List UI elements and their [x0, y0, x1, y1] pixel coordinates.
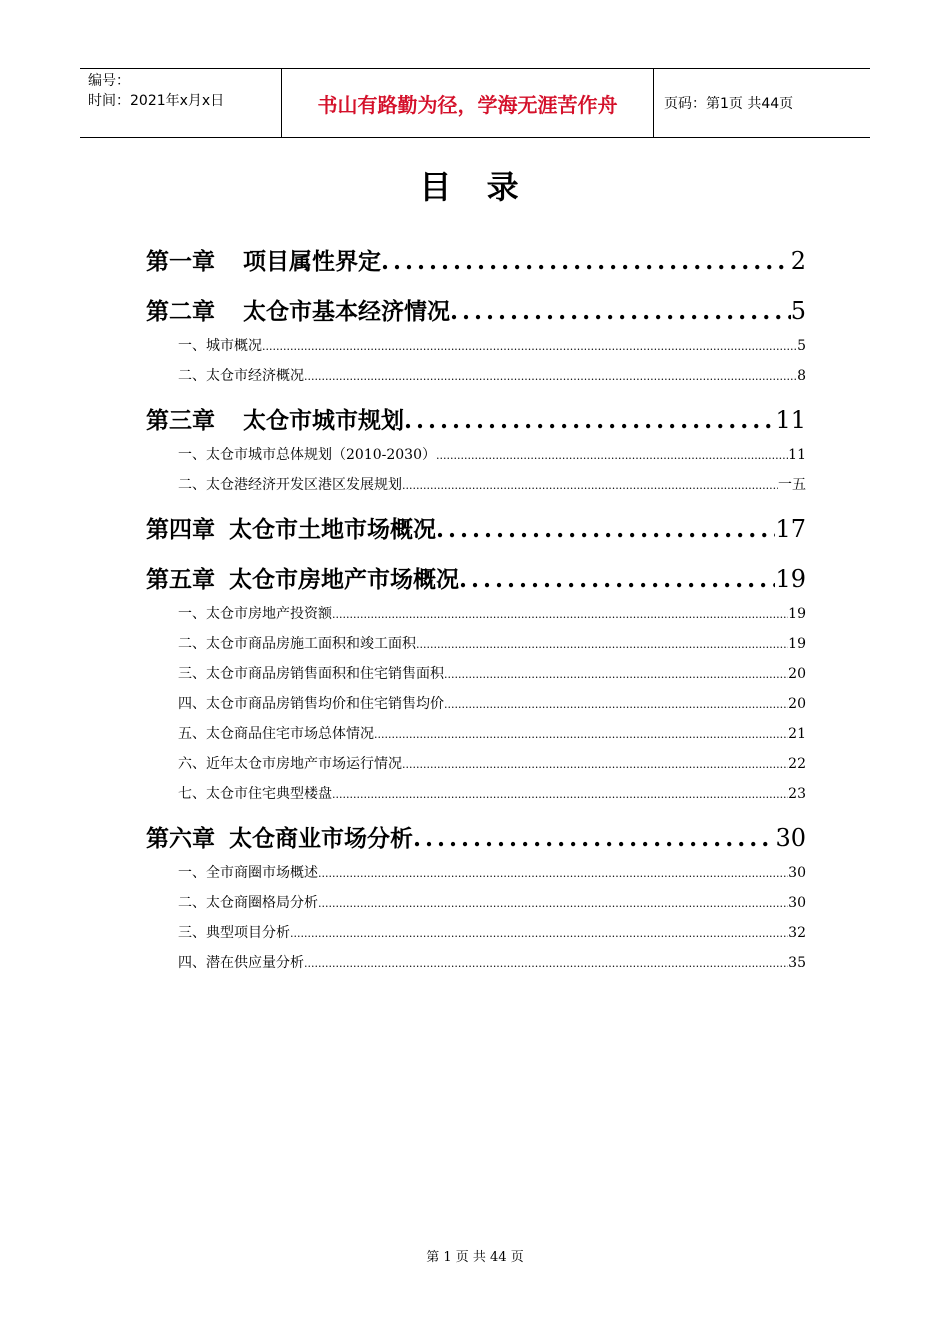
section-title: 二、太仓市商品房施工面积和竣工面积 [178, 636, 416, 652]
page-number: 8 [797, 368, 806, 384]
section-title: 三、典型项目分析 [178, 925, 290, 941]
page-number: 19 [788, 606, 806, 622]
chapter-title: 项目属性界定 [243, 248, 381, 275]
toc-section[interactable] [146, 474, 806, 494]
dot-leader [416, 638, 788, 651]
toc-section[interactable] [146, 633, 806, 653]
section-title: 二、太仓商圈格局分析 [178, 895, 318, 911]
page-number: 19 [788, 636, 806, 652]
dot-leader [332, 788, 788, 801]
toc-chapter-5[interactable] [146, 561, 806, 591]
toc-section[interactable] [146, 335, 806, 355]
section-title: 一、全市商圈市场概述 [178, 865, 318, 881]
chapter-title: 太仓商业市场分析 [229, 825, 413, 852]
toc-chapter-6[interactable] [146, 820, 806, 850]
document-header [80, 68, 870, 138]
section-title: 二、太仓港经济开发区港区发展规划 [178, 477, 402, 493]
toc-section[interactable] [146, 892, 806, 912]
page-number: 30 [788, 895, 806, 911]
chapter-title: 太仓市城市规划 [243, 407, 404, 434]
chapter-title: 太仓市土地市场概况 [229, 516, 436, 543]
toc-chapter-4[interactable] [146, 511, 806, 541]
page-number: 30 [775, 824, 806, 852]
page-number: 30 [788, 865, 806, 881]
dot-leader [402, 479, 778, 492]
page-number: 22 [788, 756, 806, 772]
chapter-title: 太仓市房地产市场概况 [229, 566, 459, 593]
page-number: 20 [788, 666, 806, 682]
section-title: 一、太仓市城市总体规划（2010-2030） [178, 447, 436, 463]
dot-leader [450, 298, 791, 325]
toc-chapter-2[interactable] [146, 293, 806, 323]
dot-leader [381, 248, 791, 275]
dot-leader [459, 566, 775, 593]
toc-section[interactable] [146, 365, 806, 385]
dot-leader [304, 370, 797, 383]
header-page-info: 页码：第1页 共44页 [664, 96, 794, 112]
section-title: 六、近年太仓市房地产市场运行情况 [178, 756, 402, 772]
section-title: 四、太仓市商品房销售均价和住宅销售均价 [178, 696, 444, 712]
toc-section[interactable] [146, 693, 806, 713]
toc-section[interactable] [146, 663, 806, 683]
chapter-number: 第二章 [146, 298, 215, 325]
toc-section[interactable] [146, 723, 806, 743]
dot-leader [318, 897, 788, 910]
dot-leader [290, 927, 788, 940]
dot-leader [374, 728, 788, 741]
dot-leader [413, 825, 775, 852]
page-number: 17 [775, 515, 806, 543]
dot-leader [444, 668, 788, 681]
chapter-number: 第六章 [146, 825, 215, 852]
chapter-number: 第五章 [146, 566, 215, 593]
section-title: 二、太仓市经济概况 [178, 368, 304, 384]
header-meta [80, 69, 281, 137]
page-number: 2 [790, 247, 806, 275]
section-title: 一、太仓市房地产投资额 [178, 606, 332, 622]
dot-leader [304, 957, 788, 970]
page-number: 23 [788, 786, 806, 802]
page-number: 5 [790, 297, 806, 325]
dot-leader [332, 608, 788, 621]
dot-leader [436, 449, 788, 462]
toc-section[interactable] [146, 603, 806, 623]
toc-chapter-3[interactable] [146, 402, 806, 432]
toc-title: 目 录 [419, 168, 531, 206]
chapter-number: 第三章 [146, 407, 215, 434]
toc-section[interactable] [146, 922, 806, 942]
header-motto: 书山有路勤为径，学海无涯苦作舟 [281, 69, 654, 137]
toc-chapter-1[interactable] [146, 243, 806, 273]
dot-leader [436, 516, 775, 543]
section-title: 一、城市概况 [178, 338, 262, 354]
chapter-title: 太仓市基本经济情况 [243, 298, 450, 325]
section-title: 五、太仓商品住宅市场总体情况 [178, 726, 374, 742]
number-label: 编号： [88, 73, 130, 89]
dot-leader [262, 340, 797, 353]
toc-section[interactable] [146, 783, 806, 803]
page-number: 21 [788, 726, 806, 742]
chapter-number: 第四章 [146, 516, 215, 543]
toc-section[interactable] [146, 444, 806, 464]
page-number: 20 [788, 696, 806, 712]
page-number: 19 [775, 565, 806, 593]
page-number: 5 [797, 338, 806, 354]
dot-leader [444, 698, 788, 711]
toc-section[interactable] [146, 952, 806, 972]
dot-leader [402, 758, 788, 771]
page-number: 35 [788, 955, 806, 971]
dot-leader [404, 407, 775, 434]
page-number: 11 [775, 406, 806, 434]
page-footer: 第 1 页 共 44 页 [426, 1250, 524, 1265]
toc-section[interactable] [146, 862, 806, 882]
section-title: 三、太仓市商品房销售面积和住宅销售面积 [178, 666, 444, 682]
page-number: 11 [788, 447, 806, 463]
chapter-number: 第一章 [146, 248, 215, 275]
page-number: 一五 [778, 477, 806, 493]
section-title: 七、太仓市住宅典型楼盘 [178, 786, 332, 802]
toc-section[interactable] [146, 753, 806, 773]
page-number: 32 [788, 925, 806, 941]
section-title: 四、潜在供应量分析 [178, 955, 304, 971]
time-label: 时间：2021年x月x日 [88, 93, 225, 109]
dot-leader [318, 867, 788, 880]
